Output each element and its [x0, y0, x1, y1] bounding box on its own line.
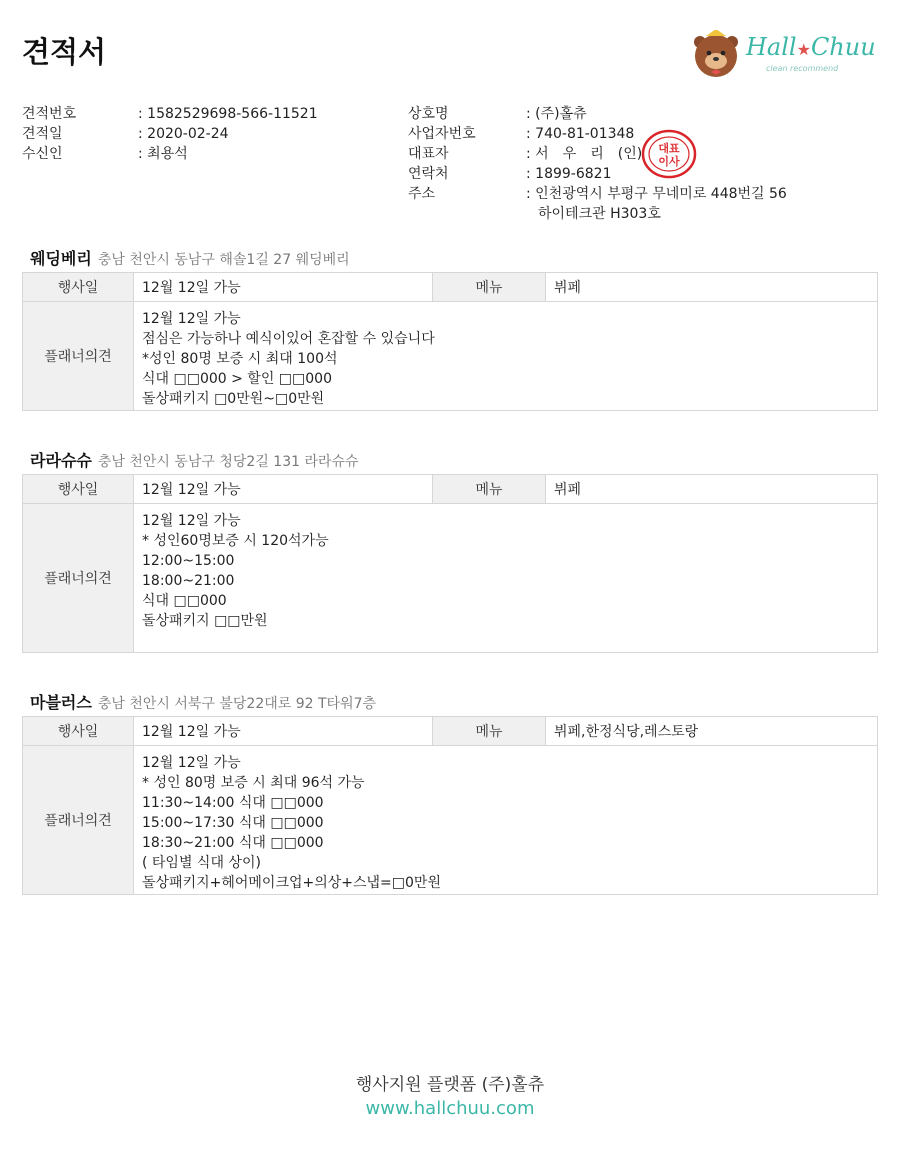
planner-opinion-label: 플래너의견 [23, 746, 134, 895]
menu-label: 메뉴 [433, 717, 546, 746]
estimate-number: : 1582529698-566-11521 [138, 106, 318, 122]
venue-heading [30, 448, 359, 471]
recipient: : 최용석 [138, 146, 188, 162]
venue-name: 웨딩베리 [30, 249, 92, 268]
venue-heading [30, 246, 350, 269]
venue-table [22, 716, 878, 895]
document-title: 견적서 [22, 35, 107, 69]
address-line1: : 인천광역시 부평구 무네미로 448번길 56 [526, 186, 787, 202]
company-name: : (주)홀츄 [526, 106, 587, 122]
planner-opinion: 12월 12일 가능 * 성인60명보증 시 120석가능 12:00~15:00 18:00~21:00 식대 □□000 돌상패키지 □□만원 [134, 504, 878, 653]
estimate-number-label: 견적번호 [22, 106, 77, 122]
event-day: 12월 12일 가능 [134, 475, 433, 504]
footer-company: 행사지원 플랫폼 (주)홀츄 [355, 1075, 545, 1095]
venue-address: 충남 천안시 동남구 청당2길 131 라라슈슈 [97, 454, 359, 470]
logo-tagline: clean recommend [766, 64, 839, 73]
company-info [408, 104, 787, 224]
venue-table [22, 474, 878, 653]
menu: 뷔페,한정식당,레스토랑 [546, 717, 878, 746]
svg-text:이사: 이사 [658, 155, 680, 168]
menu-label: 메뉴 [433, 273, 546, 302]
estimate-date: : 2020-02-24 [138, 126, 229, 142]
menu: 뷔페 [546, 273, 878, 302]
event-day-label: 행사일 [23, 717, 134, 746]
bear-icon [692, 30, 740, 80]
biz-no: : 740-81-01348 [526, 126, 635, 142]
logo-wordmark: Hall★Chuu [746, 33, 876, 61]
venue-name: 라라슈슈 [30, 451, 92, 470]
footer-url-link[interactable]: www.hallchuu.com [365, 1098, 535, 1119]
representative-label: 대표자 [408, 146, 449, 162]
recipient-label: 수신인 [22, 146, 63, 162]
company-seal-stamp [640, 128, 698, 180]
estimate-date-label: 견적일 [22, 126, 63, 142]
contact-label: 연락처 [408, 166, 449, 182]
estimate-info [22, 104, 318, 164]
event-day: 12월 12일 가능 [134, 717, 433, 746]
svg-text:대표: 대표 [658, 142, 680, 155]
planner-opinion-label: 플래너의견 [23, 302, 134, 411]
planner-opinion: 12월 12일 가능 점심은 가능하나 예식이있어 혼잡할 수 있습니다 *성인 80명 보증 시 최대 100석 식대 □□000 > 할인 □□000 돌상패키지 □0만원~□0만원 [134, 302, 878, 411]
venue-name: 마블러스 [30, 693, 92, 712]
address-line2: 하이테크관 H303호 [538, 206, 661, 222]
planner-opinion: 12월 12일 가능 * 성인 80명 보증 시 최대 96석 가능 11:30~14:00 식대 □□000 15:00~17:30 식대 □□000 18:30~21:00 식대 □□000 ( 타임별 식대 상이) 돌상패키지+헤어메이크업+의상+스냅=□0만원 [134, 746, 878, 895]
planner-opinion-label: 플래너의견 [23, 504, 134, 653]
venue-address: 충남 천안시 서북구 불당22대로 92 T타워7층 [97, 696, 377, 712]
company-name-label: 상호명 [408, 106, 449, 122]
menu: 뷔페 [546, 475, 878, 504]
hallchuu-logo [692, 30, 876, 80]
venue-table [22, 272, 878, 411]
event-day-label: 행사일 [23, 475, 134, 504]
biz-no-label: 사업자번호 [408, 126, 476, 142]
venue-address: 충남 천안시 동남구 해솔1길 27 웨딩베리 [97, 252, 350, 268]
menu-label: 메뉴 [433, 475, 546, 504]
event-day-label: 행사일 [23, 273, 134, 302]
representative: : 서 우 리 (인) [526, 146, 643, 162]
contact: : 1899-6821 [526, 166, 612, 182]
event-day: 12월 12일 가능 [134, 273, 433, 302]
venue-heading [30, 690, 376, 713]
address-label: 주소 [408, 186, 436, 202]
